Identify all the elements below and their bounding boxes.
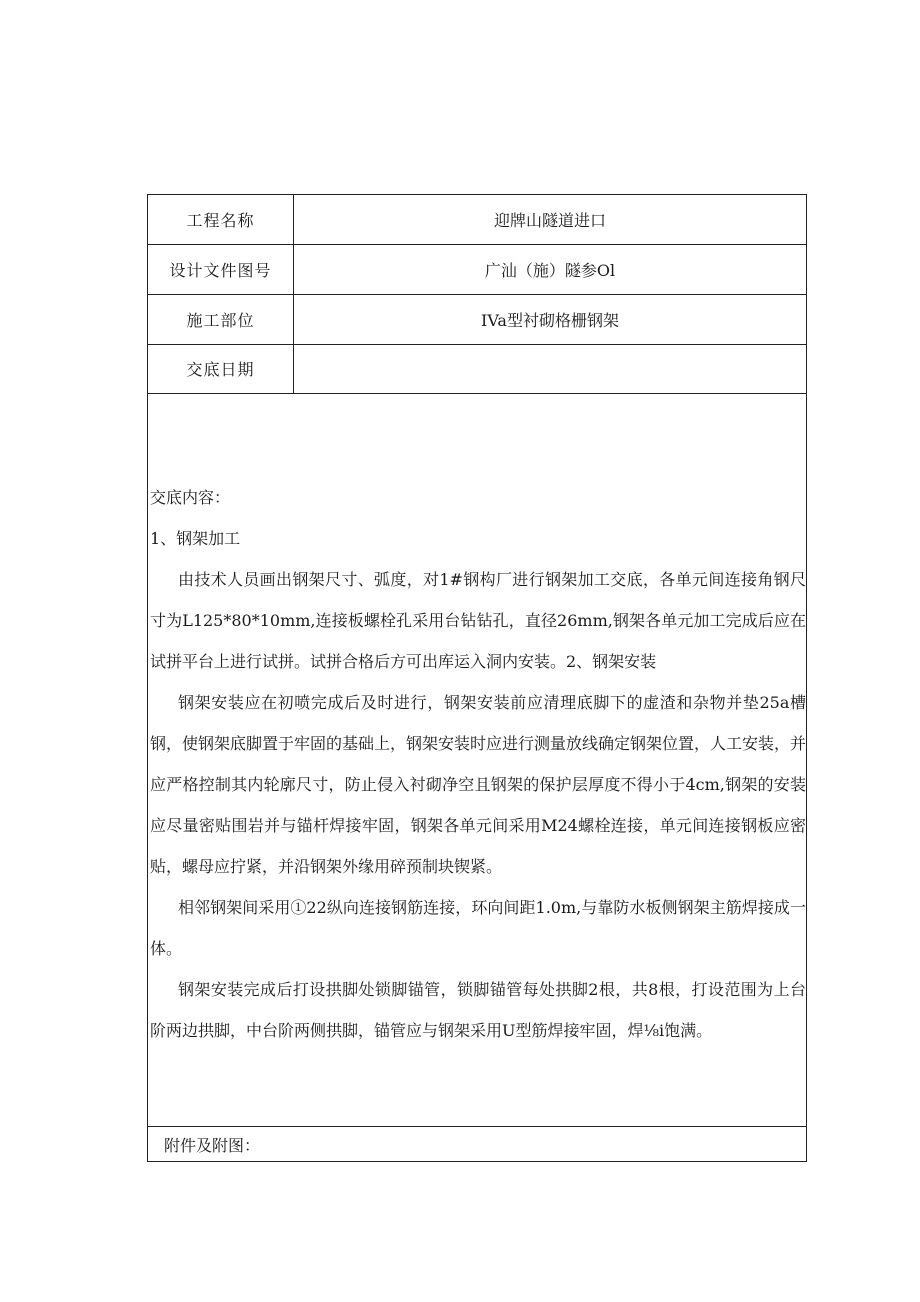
attachments-label: 附件及附图：: [164, 1135, 261, 1155]
disclosure-content-cell: [148, 393, 806, 1127]
construction-part-value: IVa型衬砌格栅钢架: [481, 311, 619, 330]
paragraph: 由技术人员画出钢架尺寸、弧度，对1#钢构厂进行钢架加工交底，各单元间连接角钢尺寸为L125*80*10mm,连接板螺栓孔采用台钻钻孔，直径26mm,钢架各单元加工完成后应在试拼平台上进行试拼。试拼合格后方可出库运入洞内安装。2、钢架安装: [150, 570, 806, 671]
paragraph: 钢架安装完成后打设拱脚处锁脚锚管，锁脚锚管每处拱脚2根，共8根，打设范围为上台阶两边拱脚，中台阶两侧拱脚，锚管应与钢架采用U型筋焊接牢固，焊⅛i饱满。: [150, 980, 806, 1040]
row-drawing-number: [148, 245, 806, 295]
project-name-label: 工程名称: [148, 195, 294, 244]
disclosure-content: [150, 477, 806, 1051]
row-construction-part: [148, 295, 806, 345]
content-title: 交底内容：: [150, 488, 231, 507]
paragraph: 钢架安装应在初喷完成后及时进行，钢架安装前应清理底脚下的虚渣和杂物并垫25a槽钢，使钢架底脚置于牢固的基础上，钢架安装时应进行测量放线确定钢架位置，人工安装，并应严格控制其内轮廓尺寸，防止侵入衬砌净空且钢架的保护层厚度不得小于4cm,钢架的安装应尽量密贴围岩并与锚杆焊接牢固，钢架各单元间采用M24螺栓连接，单元间连接钢板应密贴，螺母应拧紧，并沿钢架外缘用碎预制块锲紧。: [150, 693, 807, 876]
disclosure-date-value: [294, 344, 806, 393]
attachments-row: [148, 1127, 806, 1161]
row-project-name: [148, 195, 806, 245]
drawing-number-value: 广汕（施）隧参Ol: [484, 261, 616, 280]
disclosure-date-label: 交底日期: [148, 344, 294, 393]
drawing-number-label: 设计文件图号: [148, 245, 294, 294]
section-heading: 1、钢架加工: [150, 529, 241, 548]
row-disclosure-date: [148, 344, 806, 394]
project-name-value: 迎牌山隧道进口: [493, 211, 606, 230]
construction-part-label: 施工部位: [148, 295, 294, 344]
disclosure-table: [147, 194, 807, 1162]
paragraph: 相邻钢架间采用①22纵向连接钢筋连接，环向间距1.0m,与靠防水板侧钢架主筋焊接成一体。: [150, 898, 806, 958]
